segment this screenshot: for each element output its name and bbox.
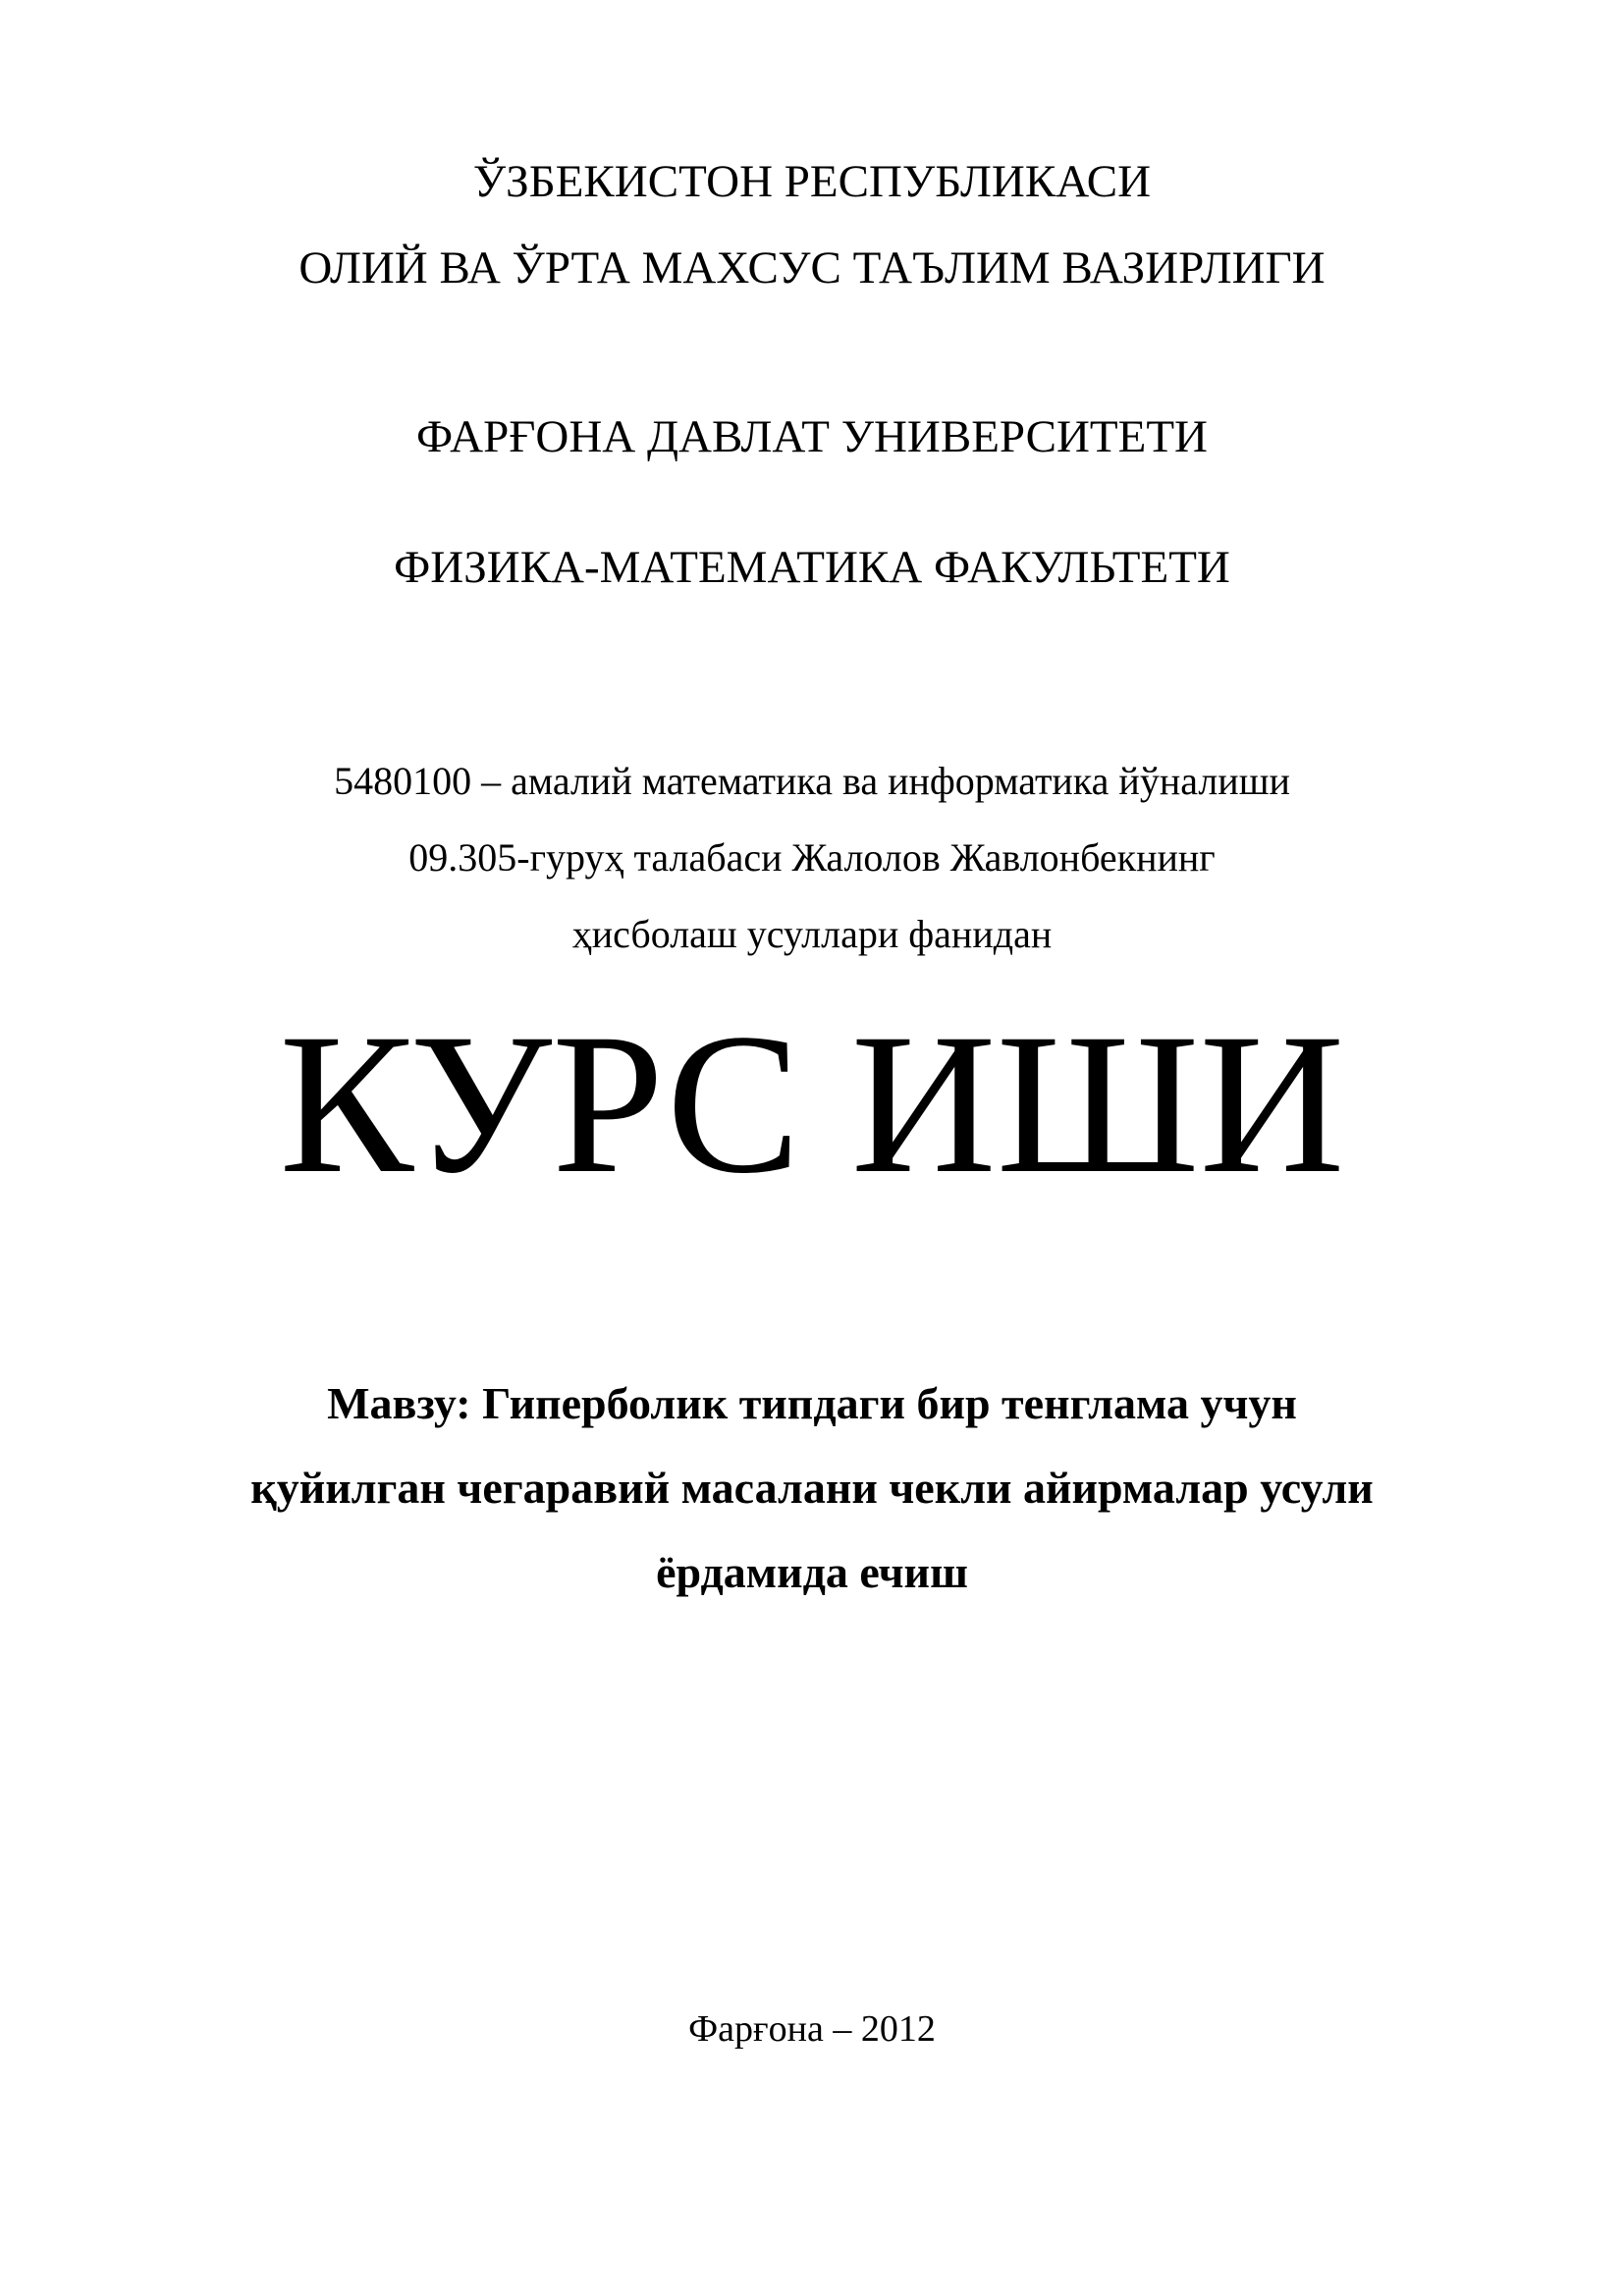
document-title: КУРС ИШИ xyxy=(279,992,1345,1215)
subject-line: ҳисболаш усуллари фанидан xyxy=(571,912,1053,956)
place-year: Фарғона – 2012 xyxy=(688,2008,936,2050)
student-line: 09.305-гуруҳ талабаси Жалолов Жавлонбекнинг xyxy=(408,835,1216,880)
topic-line-2: қуйилган чегаравий масалани чекли айирмалар усули xyxy=(250,1463,1374,1513)
direction-line: 5480100 – амалий математика ва информатика йўналиши xyxy=(334,759,1290,803)
faculty-name: ФИЗИКА-МАТЕМАТИКА ФАКУЛЬТЕТИ xyxy=(394,542,1230,593)
republic-name: ЎЗБЕКИСТОН РЕСПУБЛИКАСИ xyxy=(472,156,1152,207)
university-name: ФАРҒОНА ДАВЛАТ УНИВЕРСИТЕТИ xyxy=(416,411,1208,462)
topic-line-3: ёрдамида ечиш xyxy=(656,1547,968,1597)
topic-line-1: Мавзу: Гиперболик типдаги бир тенглама учун xyxy=(327,1378,1297,1428)
ministry-name: ОЛИЙ ВА ЎРТА МАХСУС ТАЪЛИМ ВАЗИРЛИГИ xyxy=(298,242,1326,294)
